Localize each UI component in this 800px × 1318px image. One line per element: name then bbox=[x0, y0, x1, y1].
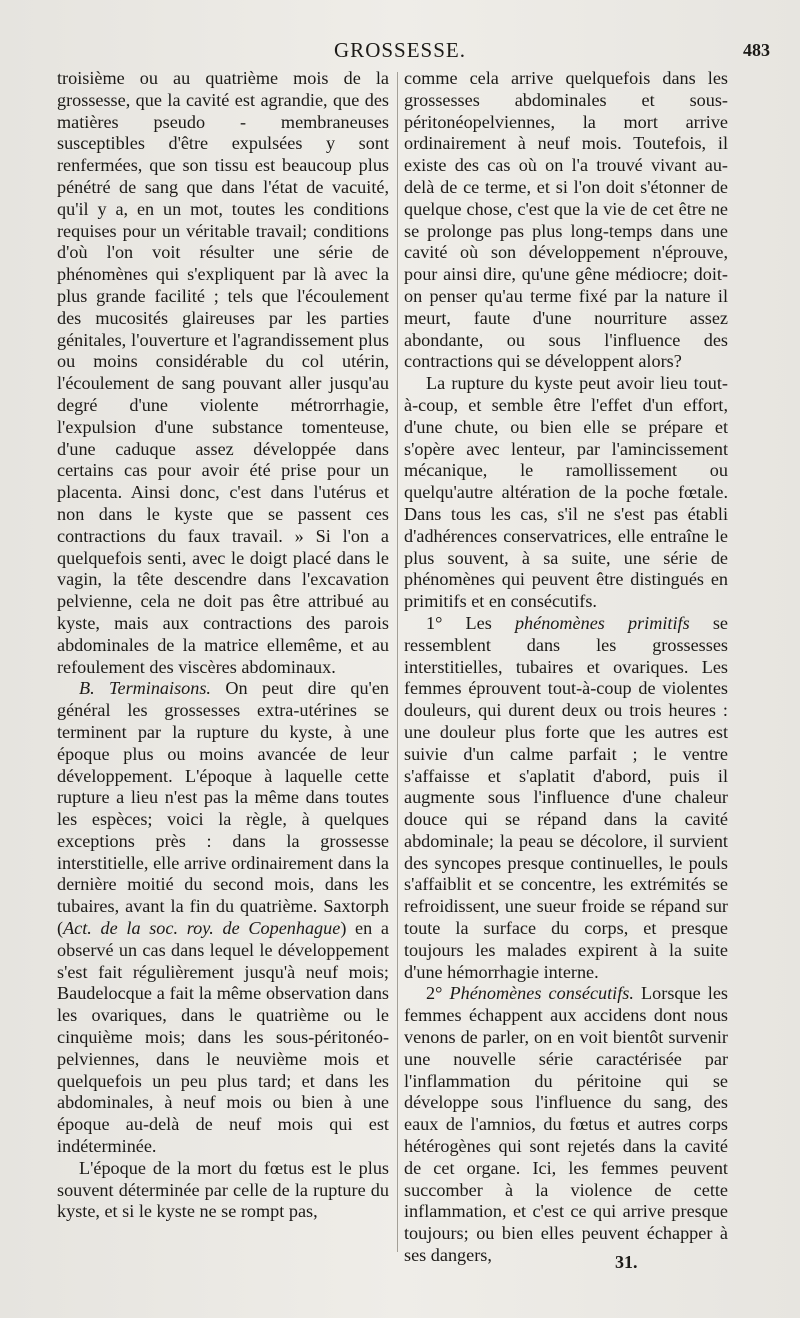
citation-reference: Act. de la soc. roy. de Copenhague bbox=[63, 918, 341, 939]
primitive-number: 1° Les bbox=[426, 612, 515, 633]
left-paragraph-2-text-a: On peut dire qu'en général les grossesses extra-utérines se terminent par la rupture du kyste, à une époque plus ou moins avancée de leur développement. L'époque à laquelle cette rupture a lieu n'est pas la même dans toutes les espèces; voici la règle, à quelques exceptions près : dans la grossesse interstitielle, elle arrive ordinairement dans la dernière moitié du second mois, dans les tubaires, avant la fin du quatrième. Saxtorph ( bbox=[57, 678, 389, 939]
right-paragraph-4-text: Lorsque les femmes échappent aux accidens dont nous venons de parler, on en voit bientôt survenir une nouvelle série caractérisée par l'inflammation du péritoine qui se développe sous l'influence du sang, des eaux de l'amnios, du fœtus et autres corps hétérogènes qui sont rejetés dans la cavité de cet organe. Ici, les femmes peuvent succomber à la violence de cette inflammation, et c'est ce qui arrive presque toujours; ou bien elles peuvent échapper à ses dangers, bbox=[404, 983, 728, 1266]
running-title: GROSSESSE. bbox=[334, 38, 466, 62]
primitive-phenomena-term: phénomènes primitifs bbox=[514, 612, 690, 633]
left-paragraph-2-text-b: ) en a observé un cas dans lequel le développement s'est fait régulièrement jusqu'à neuf mois; Baudelocque a fait la même observation dans les ovariques, dans le quatrième ou le cinquième mois; dans les sous-péritonéo-pelviennes, dans le neuvième mois et quelquefois un peu plus tard; et dans les abdominales, à neuf mois ou bien à une époque au-delà de neuf mois qui est indéterminée. bbox=[57, 918, 389, 1157]
right-paragraph-4 bbox=[404, 983, 728, 1266]
left-paragraph-2 bbox=[57, 678, 389, 1158]
right-paragraph-3 bbox=[404, 613, 728, 984]
left-paragraph-3: L'époque de la mort du fœtus est le plus souvent déterminée par celle de la rupture du kyste, et si le kyste ne se rompt pas, bbox=[57, 1157, 389, 1222]
left-column bbox=[57, 68, 389, 1223]
right-paragraph-1: comme cela arrive quelquefois dans les grossesses abdominales et sous-péritonéopelviennes, la mort arrive ordinairement à neuf mois. Toutefois, il existe des cas où on l'a trouvé vivant au-delà de ce terme, et si l'on doit s'étonner de quelque chose, c'est que la vie de cet être ne se prolonge pas plus long-temps dans une cavité où son développement n'éprouve, pour ainsi dire, qu'une gêne médiocre; doit-on penser qu'au terme fixé par la nature il meurt, faute d'une nourriture assez abondante, ou sous l'influence des contractions qui se développent alors? bbox=[404, 68, 728, 372]
consecutive-number: 2° bbox=[426, 983, 450, 1004]
left-paragraph-1: troisième ou au quatrième mois de la grossesse, que la cavité est agrandie, que des matières pseudo - membraneuses susceptibles d'être expulsées y sont renfermées, que son tissu est beaucoup plus pénétré de sang que dans l'état de vacuité, qu'il y a, en un mot, toutes les conditions requises pour un véritable travail; conditions d'où l'on voit résulter une série de phénomènes qui s'expliquent par là avec la plus grande facilité ; tels que l'écoulement des mucosités glaireuses par les parties génitales, l'ouverture et l'agrandissement plus ou moins considérable du col utérin, l'écoulement de sang pouvant aller jusqu'au degré d'une violente métrorrhagie, l'expulsion d'une substance tomenteuse, d'une caduque assez développée dans certains cas pour avoir été prise pour un placenta. Ainsi donc, c'est dans l'utérus et non dans le kyste que se passent ces contractions du faux travail. » Si l'on a quelquefois senti, avec le doigt placé dans le vagin, la tête descendre dans l'excavation pelvienne, cela ne doit pas être attribué au kyste, mais aux contractions des parois abdominales de la matrice ellemême, et au refoulement des viscères abdominaux. bbox=[57, 68, 389, 677]
right-column bbox=[404, 68, 728, 1267]
right-paragraph-3-text: se ressemblent dans les grossesses interstitielles, tubaires et ovariques. Les femmes éprouvent tout-à-coup de violentes douleurs, qui durent deux ou trois heures : une douleur plus forte que les autres est suivie d'un calme parfait ; le ventre s'affaisse et s'aplatit d'abord, puis il augmente sous l'influence d'une chaleur douce qui se répand dans la cavité abdominale; la peau se décolore, il survient des syncopes presque continuelles, le pouls s'affaiblit et se concentre, les extrémités se refroidissent, une sueur froide se répand sur toute la surface du corps, et presque toujours les malades expirent à la suite d'une hémorrhagie interne. bbox=[404, 612, 728, 982]
signature-mark: 31. bbox=[615, 1252, 638, 1272]
section-heading-terminaisons: B. Terminaisons. bbox=[79, 678, 211, 699]
column-rule bbox=[397, 72, 398, 1252]
consecutive-phenomena-term: Phénomènes consécutifs. bbox=[449, 983, 634, 1004]
page-number: 483 bbox=[743, 40, 770, 60]
right-paragraph-2: La rupture du kyste peut avoir lieu tout-à-coup, et semble être l'effet d'un effort, d'une chute, ou bien elle se prépare et s'opère avec lenteur, par l'amincissement mécanique, le ramollissement ou quelqu'autre altération de la poche fœtale. Dans tous les cas, s'il ne s'est pas établi d'adhérences conservatrices, elle entraîne le plus souvent, à sa suite, une série de phénomènes qui peuvent être distingués en primitifs et en consécutifs. bbox=[404, 373, 728, 612]
running-head bbox=[0, 38, 800, 68]
